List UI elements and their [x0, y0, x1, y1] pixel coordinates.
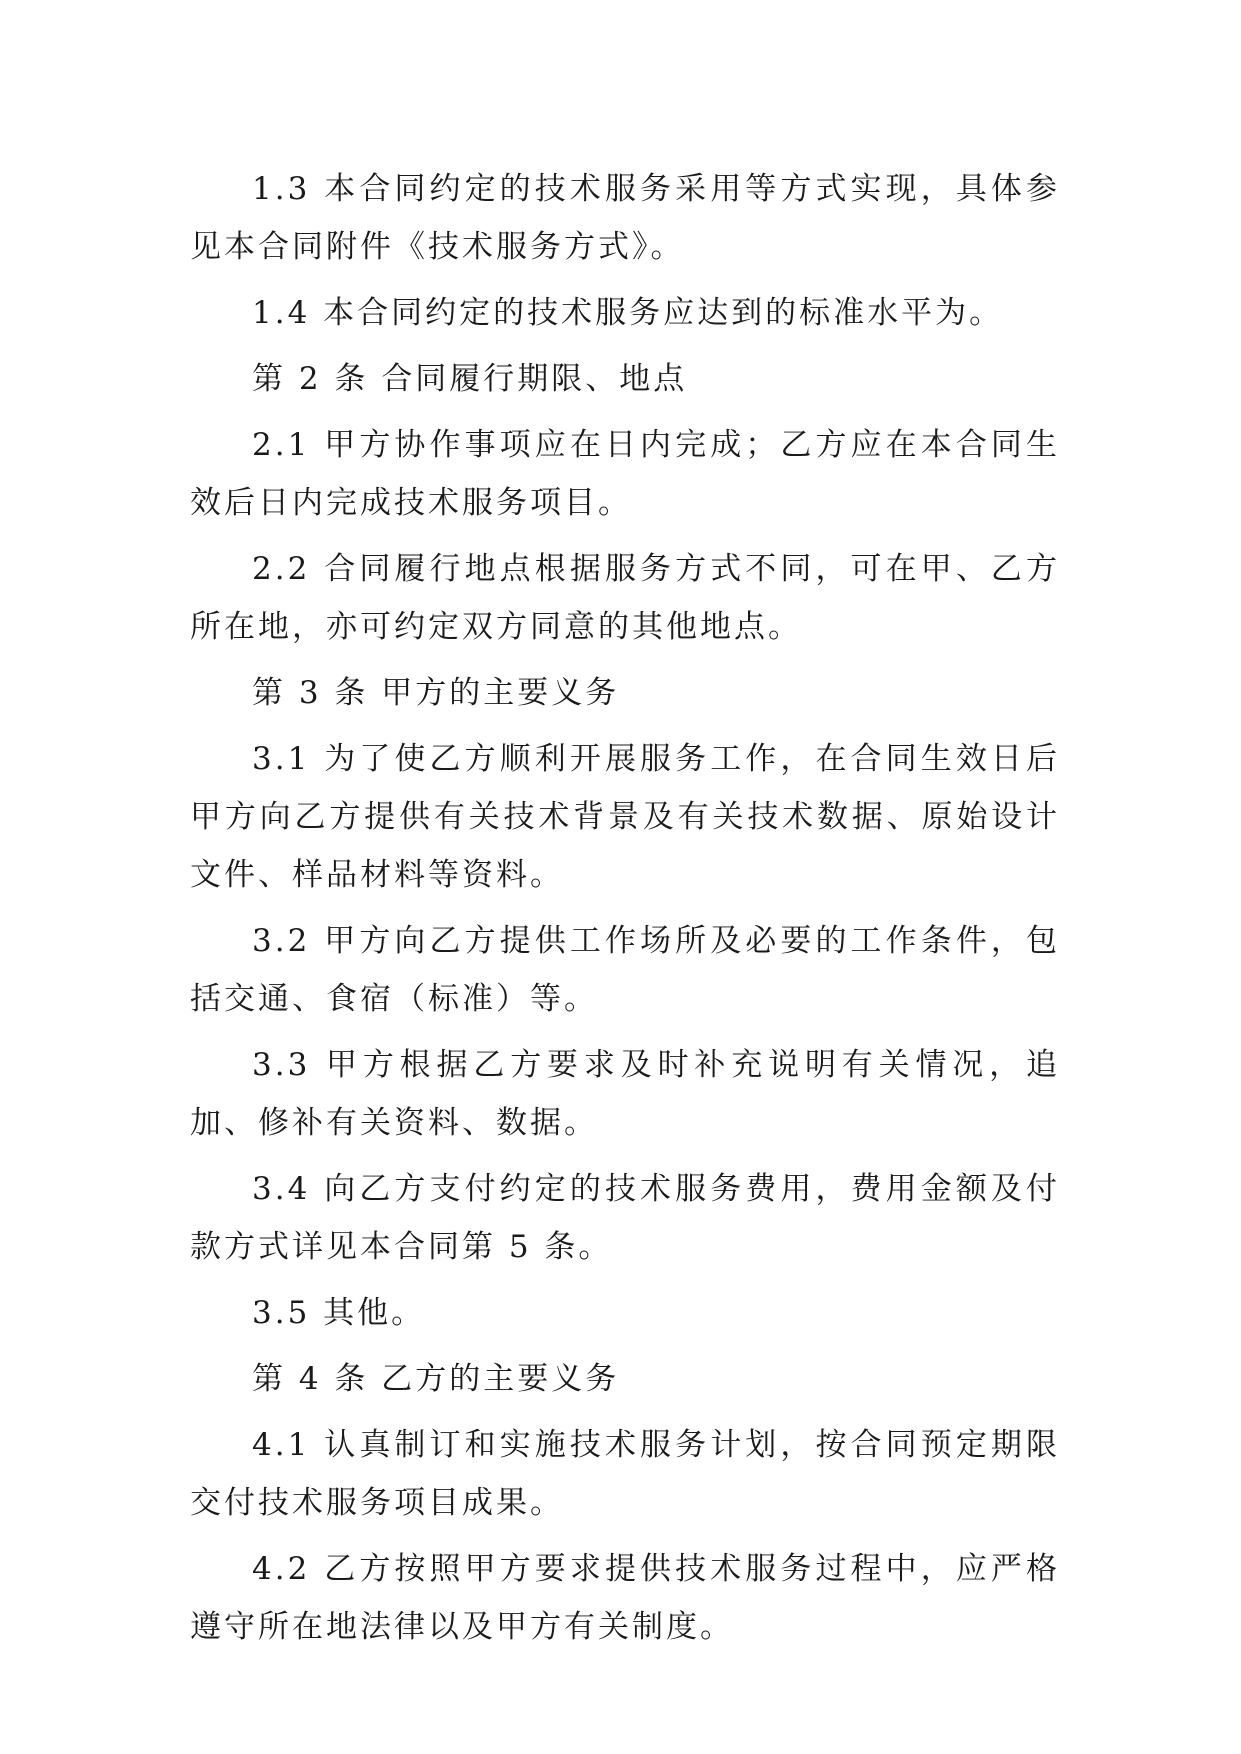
- paragraph-1-4: 1.4 本合同约定的技术服务应达到的标准水平为。: [252, 295, 1004, 331]
- paragraph-1-3: 1.3 本合同约定的技术服务采用等方式实现，具体参见本合同附件《技术服务方式》。: [190, 171, 1060, 265]
- paragraph-3-3: 3.3 甲方根据乙方要求及时补充说明有关情况，追加、修补有关资料、数据。: [190, 1047, 1060, 1141]
- document-body: [190, 160, 1060, 1664]
- paragraph-3-1: 3.1 为了使乙方顺利开展服务工作，在合同生效日后甲方向乙方提供有关技术背景及有关技术数据、原始设计文件、样品材料等资料。: [190, 741, 1060, 893]
- paragraph-4-1: 4.1 认真制订和实施技术服务计划，按合同预定期限交付技术服务项目成果。: [190, 1427, 1060, 1521]
- paragraph-3-2: 3.2 甲方向乙方提供工作场所及必要的工作条件，包括交通、食宿（标准）等。: [190, 923, 1060, 1017]
- paragraph-2-1: 2.1 甲方协作事项应在日内完成；乙方应在本合同生效后日内完成技术服务项目。: [190, 427, 1060, 521]
- paragraph-4-2: 4.2 乙方按照甲方要求提供技术服务过程中，应严格遵守所在地法律以及甲方有关制度。: [190, 1551, 1060, 1645]
- article-2-heading: 第 2 条 合同履行期限、地点: [252, 361, 688, 397]
- paragraph-3-5: 3.5 其他。: [252, 1295, 426, 1331]
- paragraph-3-4: 3.4 向乙方支付约定的技术服务费用，费用金额及付款方式详见本合同第 5 条。: [190, 1171, 1060, 1265]
- article-4-heading: 第 4 条 乙方的主要义务: [252, 1361, 620, 1397]
- article-3-heading: 第 3 条 甲方的主要义务: [252, 675, 620, 711]
- paragraph-2-2: 2.2 合同履行地点根据服务方式不同，可在甲、乙方所在地，亦可约定双方同意的其他地点。: [190, 551, 1060, 645]
